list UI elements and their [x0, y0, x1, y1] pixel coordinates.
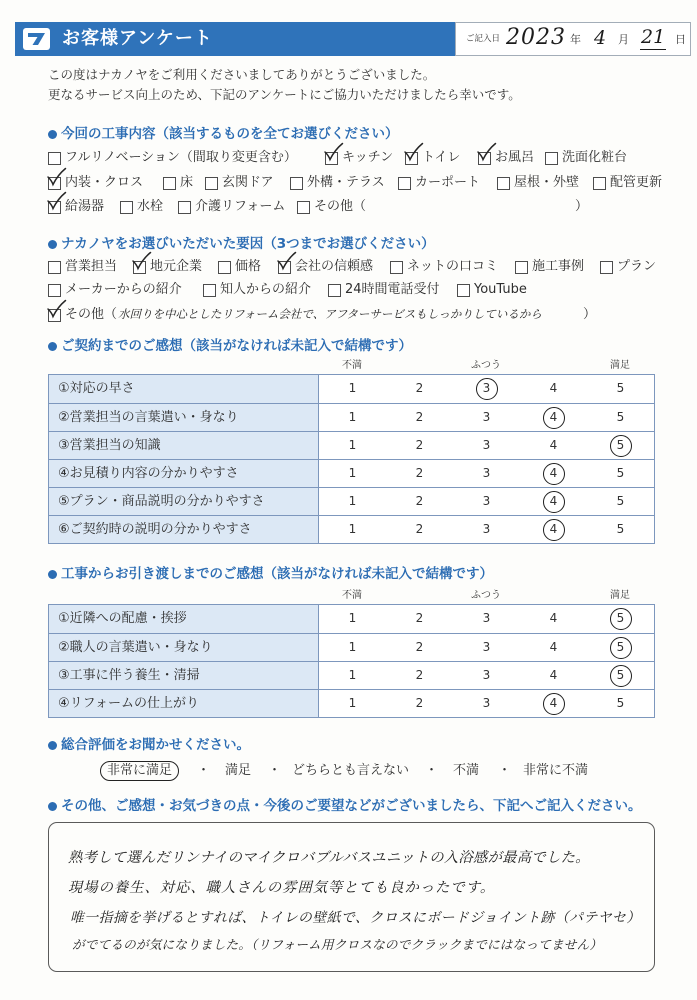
rating-option[interactable]: 1 [348, 611, 357, 625]
rating-option[interactable]: 4 [549, 437, 558, 452]
option-label: 営業担当 [65, 259, 118, 274]
option-label: トイレ [422, 150, 461, 165]
work-type-option-roof-wall[interactable] [497, 174, 579, 192]
option-label: 屋根・外壁 [514, 175, 580, 190]
section-title-text: 工事からお引き渡しまでのご感想（該当がなければ未記入で結構です） [61, 566, 493, 582]
work-type-option-floor[interactable] [163, 174, 193, 192]
rating-cell[interactable] [520, 605, 587, 633]
work-type-option-toilet[interactable] [405, 149, 460, 167]
rating-option[interactable]: 4 [543, 491, 565, 513]
rating-cell[interactable] [319, 460, 386, 487]
reason-option-24h-phone[interactable] [328, 281, 440, 299]
date-label: ご記入日 [466, 34, 501, 44]
rating-option[interactable]: 2 [415, 465, 424, 480]
option-label: 知人からの紹介 [220, 282, 312, 297]
rating-option[interactable]: 3 [482, 409, 491, 424]
rating-option[interactable]: 2 [415, 695, 424, 710]
checkbox[interactable] [48, 261, 61, 274]
rating-row [49, 375, 654, 403]
rating-option[interactable]: 1 [348, 493, 357, 508]
rating-option[interactable]: 4 [549, 639, 558, 654]
rating-cell[interactable] [587, 690, 654, 717]
rating-option[interactable]: 4 [549, 611, 558, 625]
work-type-option-interior-cloth[interactable] [48, 174, 143, 192]
date-day-unit: 日 [675, 33, 686, 46]
rating-question: ②営業担当の言葉遣い・身なり [49, 404, 319, 431]
scale-label-low: 不満 [342, 360, 362, 371]
option-label: 外構・テラス [307, 175, 385, 190]
overall-option[interactable]: 非常に不満 [523, 763, 589, 778]
rating-cell[interactable] [587, 516, 654, 543]
overall-option[interactable]: どちらとも言えない [292, 763, 410, 778]
checkbox[interactable] [398, 177, 411, 190]
reason-option-local-company[interactable] [133, 258, 202, 276]
rating-option[interactable]: 5 [616, 381, 625, 395]
rating-cell[interactable] [453, 432, 520, 459]
option-label: 内装・クロス [65, 175, 144, 190]
page-title: お客様アンケート [62, 28, 213, 49]
rating-row [49, 431, 654, 459]
option-label: 配管更新 [610, 175, 663, 190]
checkbox[interactable] [390, 261, 403, 274]
work-type-option-water-heater[interactable] [48, 198, 104, 216]
rating-cell[interactable] [520, 375, 587, 403]
rating-cell[interactable] [520, 432, 587, 459]
checkbox[interactable] [497, 177, 510, 190]
reason-option-maker-referral[interactable] [48, 281, 182, 299]
construction-rating-table [48, 604, 655, 718]
pre-contract-rating-table [48, 374, 655, 544]
work-type-option-full-renovation[interactable] [48, 149, 297, 167]
reason-option-sales-rep[interactable] [48, 258, 117, 276]
rating-cell[interactable] [319, 605, 386, 633]
rating-cell[interactable] [520, 460, 587, 487]
rating-question: ⑥ご契約時の説明の分かりやすさ [49, 516, 319, 543]
check-mark-icon [476, 143, 496, 161]
rating-option[interactable]: 5 [616, 493, 625, 508]
rating-option[interactable]: 3 [482, 493, 491, 508]
rating-option[interactable]: 5 [616, 465, 625, 480]
checkbox[interactable] [290, 177, 303, 190]
rating-cell[interactable] [453, 605, 520, 633]
checkbox[interactable] [120, 201, 133, 214]
rating-option[interactable]: 3 [482, 695, 491, 710]
rating-option[interactable]: 4 [543, 693, 565, 715]
rating-row [49, 459, 654, 487]
checkbox[interactable] [203, 284, 216, 297]
rating-option[interactable]: 1 [348, 695, 357, 710]
reason-option-price[interactable] [218, 258, 261, 276]
rating-cell[interactable] [453, 662, 520, 689]
rating-question: ④リフォームの仕上がり [49, 690, 319, 717]
section-reasons-title [48, 235, 668, 253]
rating-option[interactable]: 3 [482, 465, 491, 480]
rating-cell[interactable] [386, 662, 453, 689]
section-pre-contract-title [48, 337, 668, 355]
rating-row [49, 689, 654, 717]
reason-option-case-studies[interactable] [515, 258, 584, 276]
rating-option[interactable]: 2 [415, 521, 424, 536]
scale-label-mid: ふつう [471, 590, 501, 601]
date-month-value: 4 [594, 27, 607, 49]
comment-line: がでてるのが気になりました。（リフォーム用クロスなのでクラックまでにはなってません） [72, 937, 603, 952]
check-mark-icon [323, 143, 343, 161]
date-year-value: 2023 [506, 25, 566, 50]
option-label: 水栓 [137, 199, 164, 214]
rating-option[interactable]: 5 [610, 637, 632, 659]
rating-option[interactable]: 2 [415, 639, 424, 654]
overall-separator: ・ [197, 763, 211, 778]
intro-line: この度はナカノヤをご利用くださいましてありがとうございました。 [48, 67, 436, 82]
checkbox[interactable] [218, 261, 231, 274]
rating-option[interactable]: 2 [415, 409, 424, 424]
rating-row [49, 633, 654, 661]
rating-cell[interactable] [587, 605, 654, 633]
checkbox[interactable] [205, 177, 218, 190]
rating-cell[interactable] [453, 404, 520, 431]
reason-option-youtube[interactable] [457, 281, 527, 299]
rating-option[interactable]: 5 [610, 435, 632, 457]
rating-cell[interactable] [386, 605, 453, 633]
section-title-text: ナカノヤをお選びいただいた要因（3つまでお選びください） [61, 236, 435, 252]
rating-option[interactable]: 4 [543, 519, 565, 541]
rating-option[interactable]: 5 [610, 665, 632, 687]
work-type-option-entrance-door[interactable] [205, 174, 274, 192]
work-type-option-care-reform[interactable] [178, 198, 285, 216]
rating-row [49, 605, 654, 633]
checkbox[interactable] [328, 284, 341, 297]
rating-option[interactable]: 4 [543, 407, 565, 429]
work-type-option-carport[interactable] [398, 174, 480, 192]
rating-cell[interactable] [386, 375, 453, 403]
option-label: 床 [180, 175, 194, 190]
overall-option[interactable]: 非常に満足 [100, 761, 179, 781]
bullet-icon [48, 342, 57, 351]
rating-cell[interactable] [386, 634, 453, 661]
scale-label-low: 不満 [342, 590, 362, 601]
rating-question: ⑤プラン・商品説明の分かりやすさ [49, 488, 319, 515]
reason-option-company-trust[interactable] [278, 258, 373, 276]
section-construction-title [48, 565, 668, 583]
rating-option[interactable]: 5 [616, 521, 625, 536]
rating-cell[interactable] [520, 516, 587, 543]
rating-option[interactable]: 1 [348, 437, 357, 452]
bullet-icon [48, 130, 57, 139]
rating-option[interactable]: 1 [348, 639, 357, 654]
rating-question: ①近隣への配慮・挨拶 [49, 605, 319, 633]
option-label: メーカーからの紹介 [65, 282, 182, 297]
rating-option[interactable]: 5 [616, 409, 625, 424]
check-mark-icon [46, 300, 66, 318]
rating-cell[interactable] [319, 690, 386, 717]
overall-separator: ・ [425, 763, 439, 778]
option-label: 施工事例 [532, 259, 585, 274]
rating-question: ①対応の早さ [49, 375, 319, 403]
section-work-types-title [48, 125, 668, 143]
rating-option[interactable]: 1 [348, 465, 357, 480]
option-label: プラン [617, 259, 657, 274]
rating-question: ②職人の言葉遣い・身なり [49, 634, 319, 661]
rating-cell[interactable] [453, 488, 520, 515]
rating-cell[interactable] [587, 404, 654, 431]
checkbox[interactable] [163, 177, 176, 190]
rating-option[interactable]: 2 [415, 611, 424, 625]
rating-option[interactable]: 4 [549, 667, 558, 682]
rating-question: ④お見積り内容の分かりやすさ [49, 460, 319, 487]
option-label: ネットの口コミ [407, 259, 499, 274]
rating-question: ③工事に伴う養生・清掃 [49, 662, 319, 689]
rating-cell[interactable] [520, 690, 587, 717]
option-label: カーポート [415, 175, 481, 190]
overall-option[interactable]: 不満 [453, 763, 480, 778]
scale-label-mid: ふつう [471, 360, 501, 371]
check-mark-icon [46, 192, 66, 210]
check-mark-icon [131, 252, 151, 270]
rating-cell[interactable] [453, 690, 520, 717]
scale-label-high: 満足 [610, 360, 630, 371]
option-label: 介護リフォーム [195, 199, 286, 214]
checkbox[interactable] [545, 152, 558, 165]
rating-row [49, 403, 654, 431]
date-year-unit: 年 [570, 33, 581, 46]
option-label: YouTube [474, 282, 527, 297]
option-label: 玄関ドア [222, 175, 274, 190]
work-type-option-vanity[interactable] [545, 149, 627, 167]
option-label: キッチン [342, 150, 394, 165]
check-mark-icon [403, 143, 423, 161]
option-label: フルリノベーション（間取り変更含む） [65, 150, 297, 165]
rating-option[interactable]: 2 [415, 437, 424, 452]
overall-option[interactable]: 満足 [225, 763, 252, 778]
option-label: 24時間電話受付 [345, 282, 440, 297]
rating-option[interactable]: 3 [476, 378, 498, 400]
rating-cell[interactable] [453, 516, 520, 543]
checkbox[interactable] [600, 261, 613, 274]
company-logo-icon [22, 27, 52, 51]
rating-row [49, 515, 654, 543]
rating-cell[interactable] [587, 375, 654, 403]
date-day-value: 21 [641, 26, 666, 48]
rating-option[interactable]: 1 [348, 667, 357, 682]
work-type-option-bath[interactable] [478, 149, 534, 167]
rating-cell[interactable] [453, 634, 520, 661]
rating-cell[interactable] [453, 375, 520, 403]
rating-cell[interactable] [319, 404, 386, 431]
rating-cell[interactable] [386, 460, 453, 487]
option-label: 地元企業 [150, 259, 203, 274]
rating-cell[interactable] [587, 488, 654, 515]
section-title-text: ご契約までのご感想（該当がなければ未記入で結構です） [61, 338, 412, 354]
rating-cell[interactable] [453, 460, 520, 487]
work-type-option-faucet[interactable] [120, 198, 163, 216]
other-close-paren: ） [583, 307, 597, 322]
rating-option[interactable]: 2 [415, 667, 424, 682]
overall-separator: ・ [268, 763, 282, 778]
date-month-unit: 月 [618, 33, 629, 46]
rating-cell[interactable] [386, 690, 453, 717]
bullet-icon [48, 741, 57, 750]
rating-row [49, 487, 654, 515]
rating-option[interactable]: 3 [482, 667, 491, 682]
option-label: その他（ [314, 199, 367, 214]
checkbox[interactable] [178, 201, 191, 214]
rating-option[interactable]: 3 [482, 521, 491, 536]
bullet-icon [48, 802, 57, 811]
reason-other-input[interactable]: 水回りを中心としたリフォーム会社で、アフターサービスもしっかりしているから [118, 307, 542, 321]
checkbox[interactable] [297, 201, 310, 214]
reason-option-other[interactable] [48, 306, 117, 324]
rating-cell[interactable] [386, 516, 453, 543]
work-type-option-exterior-terrace[interactable] [290, 174, 385, 192]
checkbox[interactable] [457, 284, 470, 297]
rating-cell[interactable] [520, 634, 587, 661]
rating-option[interactable]: 5 [616, 695, 625, 710]
rating-cell[interactable] [386, 432, 453, 459]
rating-cell[interactable] [520, 662, 587, 689]
check-mark-icon [46, 168, 66, 186]
rating-cell[interactable] [319, 662, 386, 689]
rating-option[interactable]: 5 [610, 608, 632, 630]
rating-option[interactable]: 2 [415, 493, 424, 508]
rating-cell[interactable] [587, 634, 654, 661]
checkbox[interactable] [48, 152, 61, 165]
section-overall-title [48, 736, 668, 754]
rating-option[interactable]: 1 [348, 521, 357, 536]
rating-cell[interactable] [520, 404, 587, 431]
overall-separator: ・ [498, 763, 512, 778]
rating-cell[interactable] [386, 488, 453, 515]
checkbox[interactable] [515, 261, 528, 274]
bullet-icon [48, 570, 57, 579]
rating-cell[interactable] [587, 432, 654, 459]
rating-option[interactable]: 3 [482, 437, 491, 452]
scale-label-high: 満足 [610, 590, 630, 601]
section-comments-title [48, 797, 668, 815]
comment-line: 現場の養生、対応、職人さんの雰囲気等とても良かったです。 [68, 880, 496, 896]
rating-cell[interactable] [319, 432, 386, 459]
option-label: 会社の信頼感 [295, 259, 374, 274]
rating-cell[interactable] [587, 662, 654, 689]
other-close-paren: ） [575, 199, 589, 214]
rating-cell[interactable] [319, 375, 386, 403]
comment-line: 唯一指摘を挙げるとすれば、トイレの壁紙で、クロスにボードジョイント跡（パテヤセ） [70, 910, 641, 926]
option-label: 洗面化粧台 [562, 150, 628, 165]
reason-option-acquaintance-referral[interactable] [203, 281, 311, 299]
bullet-icon [48, 240, 57, 249]
comment-line: 熟考して選んだリンナイのマイクロバブルバスユニットの入浴感が最高でした。 [68, 850, 590, 866]
rating-row [49, 661, 654, 689]
option-label: 価格 [235, 259, 262, 274]
option-label: 給湯器 [65, 199, 105, 214]
rating-cell[interactable] [319, 516, 386, 543]
checkbox[interactable] [48, 284, 61, 297]
rating-option[interactable]: 1 [348, 409, 357, 424]
rating-option[interactable]: 3 [482, 611, 491, 625]
rating-cell[interactable] [587, 460, 654, 487]
rating-question: ③営業担当の知識 [49, 432, 319, 459]
work-type-option-plumbing[interactable] [593, 174, 662, 192]
section-title-text: 今回の工事内容（該当するものを全てお選びください） [61, 126, 399, 142]
rating-cell[interactable] [386, 404, 453, 431]
work-type-option-kitchen[interactable] [325, 149, 393, 167]
rating-option[interactable]: 1 [348, 381, 357, 395]
rating-cell[interactable] [319, 634, 386, 661]
intro-line: 更なるサービス向上のため、下記のアンケートにご協力いただけましたら幸いです。 [48, 87, 521, 102]
rating-option[interactable]: 3 [482, 639, 491, 654]
reason-option-plan[interactable] [600, 258, 656, 276]
check-mark-icon [276, 252, 296, 270]
rating-option[interactable]: 2 [415, 381, 424, 395]
reason-option-online-reviews[interactable] [390, 258, 498, 276]
option-label: その他（ [65, 307, 118, 322]
rating-cell[interactable] [520, 488, 587, 515]
section-title-text: 総合評価をお聞かせください。 [61, 737, 250, 753]
rating-cell[interactable] [319, 488, 386, 515]
section-title-text: その他、ご感想・お気づきの点・今後のご要望などがございましたら、下記へご記入ください。 [61, 798, 642, 814]
option-label: お風呂 [495, 150, 535, 165]
checkbox[interactable] [593, 177, 606, 190]
rating-option[interactable]: 4 [543, 463, 565, 485]
work-type-option-other[interactable] [297, 198, 366, 216]
rating-option[interactable]: 4 [549, 381, 558, 395]
